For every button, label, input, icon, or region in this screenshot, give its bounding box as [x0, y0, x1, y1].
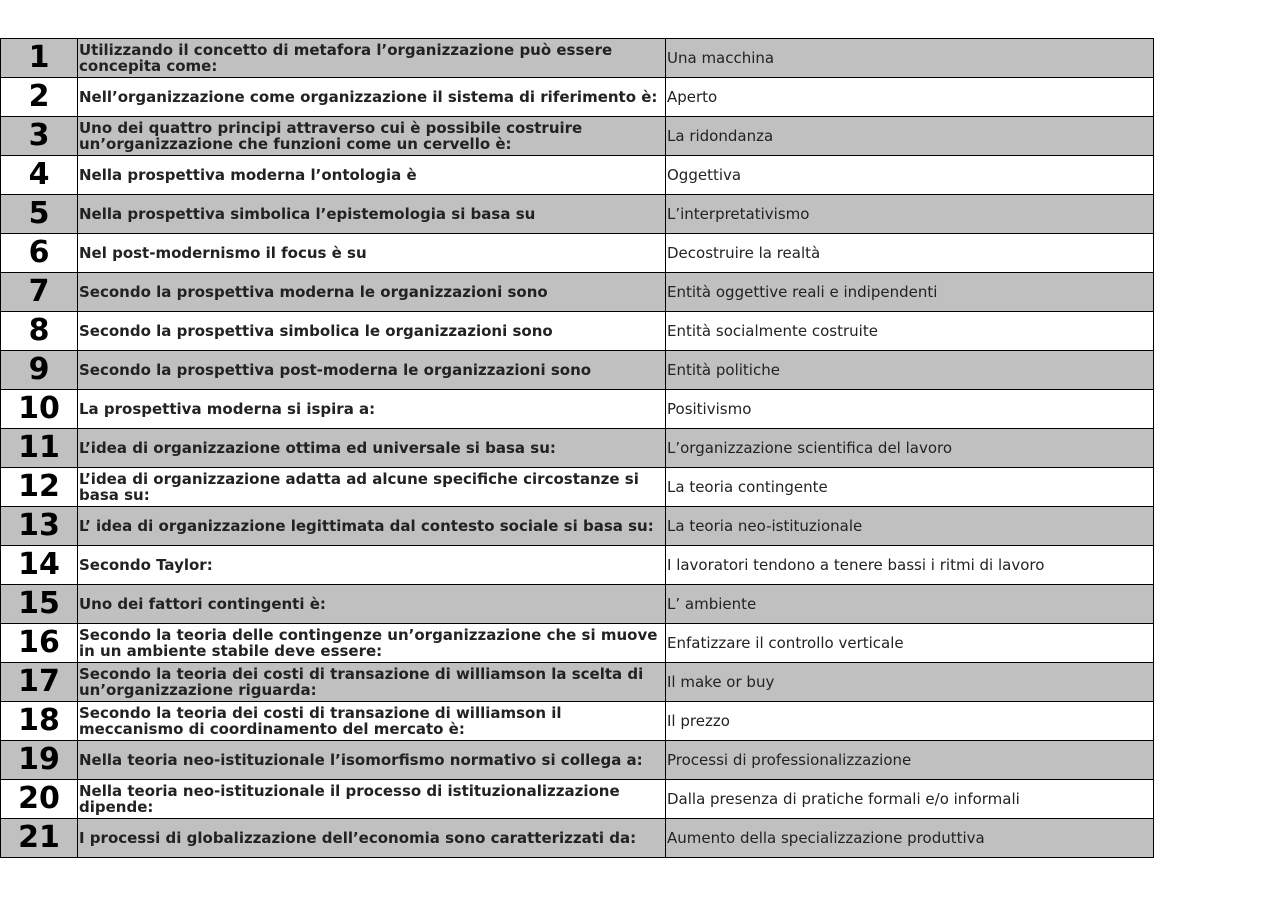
- answer-cell: Aperto: [666, 78, 1154, 117]
- row-number: 6: [1, 234, 78, 273]
- question-cell: Secondo la teoria dei costi di transazione di williamson il meccanismo di coordinamento del mercato è:: [78, 702, 666, 741]
- row-number: 13: [1, 507, 78, 546]
- question-cell: Nel post-modernismo il focus è su: [78, 234, 666, 273]
- table-row: [1, 78, 1154, 117]
- answer-cell: Entità oggettive reali e indipendenti: [666, 273, 1154, 312]
- question-cell: Uno dei quattro principi attraverso cui è possibile costruire un’organizzazione che funzioni come un cervello è:: [78, 117, 666, 156]
- answer-cell: Entità socialmente costruite: [666, 312, 1154, 351]
- answer-cell: Il make or buy: [666, 663, 1154, 702]
- row-number: 19: [1, 741, 78, 780]
- question-cell: Secondo la teoria delle contingenze un’organizzazione che si muove in un ambiente stabile deve essere:: [78, 624, 666, 663]
- table-row: [1, 819, 1154, 858]
- table-row: [1, 585, 1154, 624]
- question-cell: Secondo la teoria dei costi di transazione di williamson la scelta di un’organizzazione riguarda:: [78, 663, 666, 702]
- row-number: 9: [1, 351, 78, 390]
- answer-cell: Il prezzo: [666, 702, 1154, 741]
- table-row: [1, 546, 1154, 585]
- row-number: 18: [1, 702, 78, 741]
- question-cell: L’idea di organizzazione ottima ed universale si basa su:: [78, 429, 666, 468]
- answer-cell: Una macchina: [666, 39, 1154, 78]
- answer-cell: L’organizzazione scientifica del lavoro: [666, 429, 1154, 468]
- row-number: 12: [1, 468, 78, 507]
- question-cell: L’idea di organizzazione adatta ad alcune specifiche circostanze si basa su:: [78, 468, 666, 507]
- answer-cell: Processi di professionalizzazione: [666, 741, 1154, 780]
- question-cell: Secondo Taylor:: [78, 546, 666, 585]
- answer-cell: Aumento della specializzazione produttiva: [666, 819, 1154, 858]
- answer-cell: Entità politiche: [666, 351, 1154, 390]
- table-row: [1, 624, 1154, 663]
- table-row: [1, 195, 1154, 234]
- table-row: [1, 741, 1154, 780]
- question-cell: Nella teoria neo-istituzionale l’isomorfismo normativo si collega a:: [78, 741, 666, 780]
- row-number: 4: [1, 156, 78, 195]
- row-number: 3: [1, 117, 78, 156]
- table-row: [1, 273, 1154, 312]
- table-row: [1, 117, 1154, 156]
- row-number: 10: [1, 390, 78, 429]
- table-row: [1, 429, 1154, 468]
- row-number: 1: [1, 39, 78, 78]
- question-cell: Uno dei fattori contingenti è:: [78, 585, 666, 624]
- table-row: [1, 39, 1154, 78]
- table-row: [1, 780, 1154, 819]
- row-number: 8: [1, 312, 78, 351]
- row-number: 20: [1, 780, 78, 819]
- question-cell: La prospettiva moderna si ispira a:: [78, 390, 666, 429]
- question-cell: Secondo la prospettiva post-moderna le organizzazioni sono: [78, 351, 666, 390]
- table-row: [1, 351, 1154, 390]
- answer-cell: Positivismo: [666, 390, 1154, 429]
- table-row: [1, 702, 1154, 741]
- question-cell: Nella teoria neo-istituzionale il processo di istituzionalizzazione dipende:: [78, 780, 666, 819]
- answer-cell: Decostruire la realtà: [666, 234, 1154, 273]
- answer-cell: La ridondanza: [666, 117, 1154, 156]
- table-row: [1, 663, 1154, 702]
- quiz-answer-table: [0, 38, 1154, 858]
- question-cell: Utilizzando il concetto di metafora l’organizzazione può essere concepita come:: [78, 39, 666, 78]
- answer-cell: La teoria neo-istituzionale: [666, 507, 1154, 546]
- question-cell: Secondo la prospettiva simbolica le organizzazioni sono: [78, 312, 666, 351]
- answer-cell: Oggettiva: [666, 156, 1154, 195]
- table-row: [1, 234, 1154, 273]
- question-cell: Nella prospettiva moderna l’ontologia è: [78, 156, 666, 195]
- row-number: 2: [1, 78, 78, 117]
- question-cell: Secondo la prospettiva moderna le organizzazioni sono: [78, 273, 666, 312]
- question-cell: I processi di globalizzazione dell’economia sono caratterizzati da:: [78, 819, 666, 858]
- quiz-answer-table-body: [1, 39, 1154, 858]
- row-number: 17: [1, 663, 78, 702]
- row-number: 11: [1, 429, 78, 468]
- answer-cell: La teoria contingente: [666, 468, 1154, 507]
- row-number: 16: [1, 624, 78, 663]
- table-row: [1, 312, 1154, 351]
- question-cell: L’ idea di organizzazione legittimata dal contesto sociale si basa su:: [78, 507, 666, 546]
- answer-cell: Dalla presenza di pratiche formali e/o informali: [666, 780, 1154, 819]
- question-cell: Nell’organizzazione come organizzazione il sistema di riferimento è:: [78, 78, 666, 117]
- row-number: 5: [1, 195, 78, 234]
- question-cell: Nella prospettiva simbolica l’epistemologia si basa su: [78, 195, 666, 234]
- row-number: 14: [1, 546, 78, 585]
- row-number: 7: [1, 273, 78, 312]
- table-row: [1, 156, 1154, 195]
- table-row: [1, 507, 1154, 546]
- table-row: [1, 390, 1154, 429]
- row-number: 15: [1, 585, 78, 624]
- row-number: 21: [1, 819, 78, 858]
- table-row: [1, 468, 1154, 507]
- answer-cell: L’ ambiente: [666, 585, 1154, 624]
- answer-cell: Enfatizzare il controllo verticale: [666, 624, 1154, 663]
- answer-cell: I lavoratori tendono a tenere bassi i ritmi di lavoro: [666, 546, 1154, 585]
- answer-cell: L’interpretativismo: [666, 195, 1154, 234]
